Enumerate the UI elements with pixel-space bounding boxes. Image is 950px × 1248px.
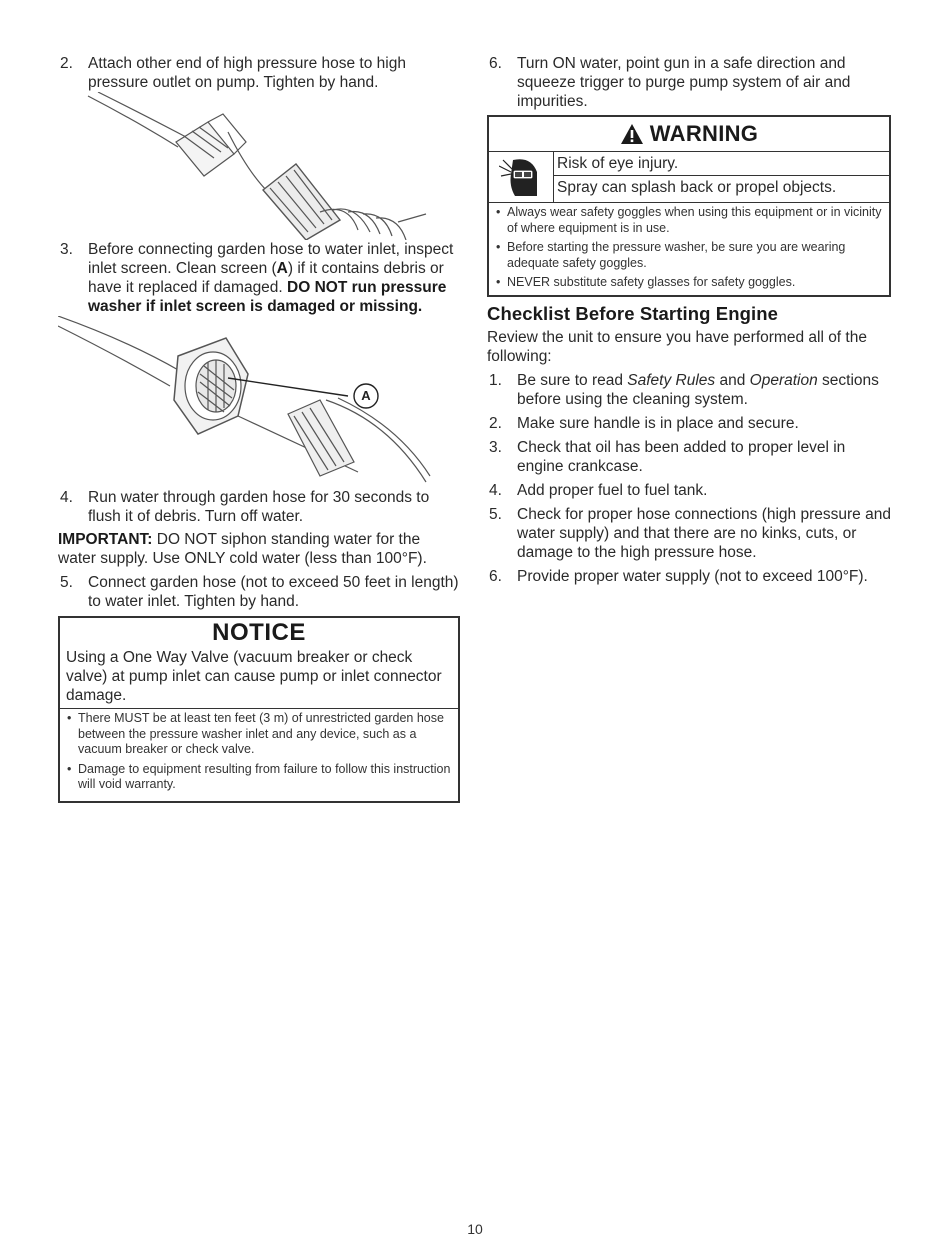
warning-line-1: Risk of eye injury. (554, 152, 889, 176)
warning-hazard-row (489, 152, 889, 203)
notice-title: NOTICE (212, 619, 306, 646)
step-2-text: Attach other end of high pressure hose to high pressure outlet on pump. Tighten by hand. (88, 55, 406, 91)
step-4: 4. Run water through garden hose for 30 seconds to flush it of debris. Turn off water. (60, 489, 430, 525)
inlet-screen-ref: A (276, 260, 288, 277)
warning-line-2: Spray can splash back or propel objects. (557, 179, 837, 196)
important-note: IMPORTANT: DO NOT siphon standing water for the water supply. Use ONLY cold water (less than 100°F). (58, 531, 427, 567)
callout-a-label: A (361, 388, 371, 403)
step-3-warning: DO NOT run pressure washer if inlet screen is damaged or missing. (88, 279, 447, 315)
step-6-purge: 6. Turn ON water, point gun in a safe direction and squeeze trigger to purge pump system of air and impurities. (489, 55, 851, 110)
step-2: 2. Attach other end of high pressure hose to high pressure outlet on pump. Tighten by hand. (60, 55, 406, 91)
checklist-intro: Review the unit to ensure you have performed all of the following: (487, 328, 867, 365)
warning-triangle-icon (620, 123, 644, 145)
operation-ref: Operation (749, 371, 818, 389)
important-label: IMPORTANT: (58, 531, 153, 548)
step-6-text: Turn ON water, point gun in a safe direction and squeeze trigger to purge pump system of air and impurities. (517, 55, 851, 110)
notice-box (58, 616, 460, 803)
checklist-item: 1. Be sure to read Safety Rules and Operation sections before using the cleaning system. (489, 371, 879, 408)
warning-bullets (489, 203, 889, 295)
hose-to-outlet-illustration (58, 92, 460, 240)
checklist-item: 6. Provide proper water supply (not to exceed 100°F). (489, 567, 868, 585)
checklist-item: 3. Check that oil has been added to proper level in engine crankcase. (489, 438, 846, 475)
right-column (487, 54, 891, 586)
notice-bullet: • Damage to equipment resulting from failure to follow this instruction will void warranty. (66, 762, 452, 793)
eye-injury-icon (489, 152, 554, 202)
checklist-item: 5. Check for proper hose connections (high pressure and water supply) and that there are no kinks, cuts, or damage to the high pressure hose. (489, 505, 891, 561)
warning-bullet: • Before starting the pressure washer, be sure you are wearing adequate safety goggles. (495, 240, 883, 271)
notice-bullets (60, 709, 458, 801)
step-5-text: Connect garden hose (not to exceed 50 feet in length) to water inlet. Tighten by hand. (88, 574, 459, 610)
warning-bullet: • NEVER substitute safety glasses for safety goggles. (495, 275, 883, 291)
page-number: 10 (467, 1221, 483, 1237)
warning-header (489, 117, 889, 152)
safety-rules-ref: Safety Rules (627, 371, 716, 389)
notice-bullet: • There MUST be at least ten feet (3 m) of unrestricted garden hose between the pressure washer inlet and any device, such as a vacuum breaker or check valve. (66, 711, 452, 758)
step-4-text: Run water through garden hose for 30 seconds to flush it of debris. Turn off water. (88, 489, 430, 525)
warning-box (487, 115, 891, 297)
checklist-item: 4. Add proper fuel to fuel tank. (489, 481, 708, 499)
step-3: 3. Before connecting garden hose to water inlet, inspect inlet screen. Clean screen (A) if it contains debris or have it replaced if damaged. DO NOT run pressure washer if inlet screen is damaged or missing. (60, 241, 454, 315)
warning-title: WARNING (649, 121, 759, 146)
step-5: 5. Connect garden hose (not to exceed 50 feet in length) to water inlet. Tighten by hand. (60, 574, 459, 610)
warning-bullet: • Always wear safety goggles when using this equipment or in vicinity of where equipment is in use. (495, 205, 883, 236)
left-column (58, 54, 460, 803)
water-inlet-screen-illustration (58, 316, 460, 484)
checklist-item: 2. Make sure handle is in place and secure. (489, 414, 799, 432)
notice-message: Using a One Way Valve (vacuum breaker or check valve) at pump inlet can cause pump or inlet connector damage. (60, 648, 458, 709)
checklist-heading: Checklist Before Starting Engine (487, 302, 779, 324)
